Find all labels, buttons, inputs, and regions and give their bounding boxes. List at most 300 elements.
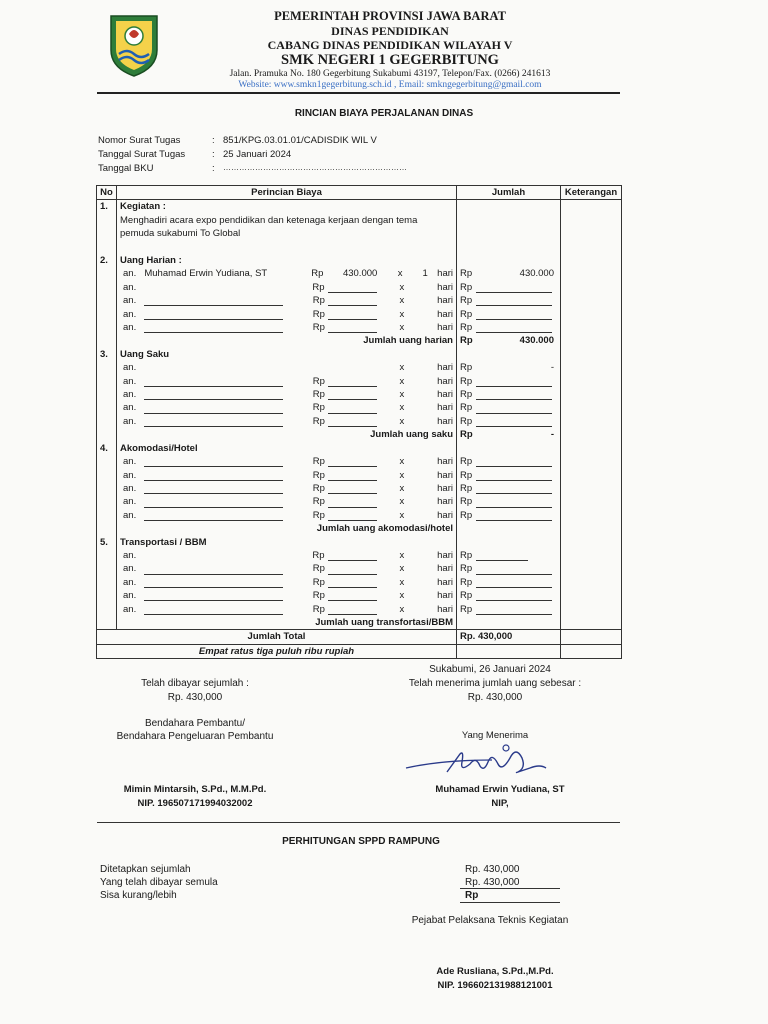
amount-cell — [460, 589, 557, 602]
rp-label: Rp — [312, 482, 325, 494]
times-label: x — [399, 402, 405, 414]
table-row — [97, 267, 622, 280]
signature-icon — [402, 738, 552, 784]
hari-label: hari — [437, 509, 453, 521]
times-label: x — [399, 295, 405, 307]
an-label: an. — [123, 549, 137, 561]
blank-line — [476, 497, 552, 508]
amount-cell — [460, 308, 557, 321]
table-row — [97, 589, 622, 602]
blank-line — [144, 590, 282, 601]
table-row — [97, 321, 622, 334]
blank-line — [328, 282, 377, 293]
subtotal-label: Jumlah uang transfortasi/BBM — [117, 616, 457, 630]
rp-label: Rp — [312, 308, 325, 320]
an-label: an. — [123, 281, 137, 293]
sum-line — [460, 888, 560, 889]
terbilang-row — [97, 644, 622, 658]
amount-cell — [460, 415, 557, 428]
sppd-row-value: Rp. 430,000 — [465, 877, 520, 888]
blank-line — [144, 376, 282, 387]
rp-label: Rp — [312, 281, 325, 293]
amount-cell — [460, 388, 557, 401]
info-value-bku: …………………………………………………………… — [223, 163, 407, 172]
table-row — [97, 415, 622, 428]
subtotal-row — [97, 522, 622, 535]
hari-label: hari — [437, 469, 453, 481]
rp-label: Rp — [460, 509, 473, 521]
blank-line — [476, 564, 552, 575]
blank-line — [328, 403, 377, 414]
line-item — [120, 375, 453, 388]
rp-label: Rp — [312, 322, 325, 334]
right-signer-name: Muhamad Erwin Yudiana, ST — [435, 784, 565, 795]
table-row — [97, 495, 622, 508]
subtotal-label: Jumlah uang akomodasi/hotel — [117, 522, 457, 535]
line-item — [120, 308, 453, 321]
amount-cell — [460, 281, 557, 294]
kegiatan-description: Menghadiri acara expo pendidikan dan ketenaga kerjaan dengan tema — [117, 214, 457, 227]
section-title: Uang Saku — [117, 348, 457, 361]
table-row — [97, 455, 622, 468]
days-value: 1 — [422, 268, 428, 280]
blank-line — [476, 309, 552, 320]
rp-label: Rp — [312, 375, 325, 387]
line-item — [120, 401, 453, 414]
section-title: Akomodasi/Hotel — [117, 442, 457, 455]
table-row — [97, 348, 622, 361]
line-item — [120, 549, 453, 562]
table-row — [97, 375, 622, 388]
subtotal-value: 430.000 — [519, 335, 554, 347]
hari-label: hari — [437, 281, 453, 293]
kop-line-3: CABANG DINAS PENDIDIKAN WILAYAH V — [267, 38, 513, 52]
table-row — [97, 469, 622, 482]
times-label: x — [399, 375, 405, 387]
blank-line — [144, 564, 282, 575]
rp-label: Rp — [460, 590, 473, 602]
line-item — [120, 294, 453, 307]
line-item — [120, 482, 453, 495]
amount-cell — [460, 576, 557, 589]
table-row — [97, 200, 622, 214]
grand-total-value: Rp. 430,000 — [457, 630, 561, 644]
hari-label: hari — [437, 563, 453, 575]
blank-line — [476, 577, 552, 588]
table-header-row — [97, 186, 622, 200]
section-number: 1. — [97, 200, 117, 214]
table-row — [97, 254, 622, 267]
line-item — [120, 562, 453, 575]
info-value-nomor: 851/KPG.03.01.01/CADISDIK WIL V — [223, 135, 377, 146]
times-label: x — [399, 590, 405, 602]
rp-label: Rp — [312, 389, 325, 401]
amount-cell — [460, 562, 557, 575]
hari-label: hari — [437, 549, 453, 561]
an-label: an. — [123, 456, 137, 468]
blank-line — [476, 376, 552, 387]
rp-label: Rp — [312, 590, 325, 602]
table-row — [97, 308, 622, 321]
blank-line — [476, 470, 552, 481]
header-perincian: Perincian Biaya — [117, 186, 457, 200]
info-label-bku: Tanggal BKU — [98, 163, 154, 174]
info-value-tanggal: 25 Januari 2024 — [223, 149, 292, 160]
hari-label: hari — [437, 415, 453, 427]
an-label: an. — [123, 308, 137, 320]
amount-cell — [460, 469, 557, 482]
an-label: an. — [123, 576, 137, 588]
official-nip: NIP. 196602131988121001 — [437, 980, 553, 991]
rp-label: Rp — [460, 576, 473, 588]
times-label: x — [399, 389, 405, 401]
kop-line-2: DINAS PENDIDIKAN — [331, 24, 449, 38]
left-role-1: Bendahara Pembantu/ — [144, 718, 246, 729]
header-jumlah: Jumlah — [457, 186, 561, 200]
table-row — [97, 361, 622, 374]
amount-in-words: Empat ratus tiga puluh ribu rupiah — [97, 644, 457, 658]
section-number: 3. — [97, 348, 117, 361]
line-item — [120, 415, 453, 428]
an-label: an. — [123, 375, 137, 387]
rp-label: Rp — [460, 603, 473, 615]
blank-line — [476, 416, 552, 427]
blank-line — [328, 389, 377, 400]
grand-total-row — [97, 630, 622, 644]
rp-label: Rp — [312, 509, 325, 521]
sppd-row-value: Rp. 430,000 — [465, 864, 520, 875]
blank-line — [144, 309, 282, 320]
table-row — [97, 241, 622, 254]
an-label: an. — [123, 496, 137, 508]
times-label: x — [399, 281, 405, 293]
an-label: an. — [123, 469, 137, 481]
blank-line — [476, 403, 552, 414]
subtotal-value: - — [550, 429, 554, 441]
rp-label: Rp — [460, 281, 473, 293]
hari-label: hari — [437, 389, 453, 401]
line-item — [120, 589, 453, 602]
blank-line — [328, 322, 377, 333]
hari-label: hari — [437, 295, 453, 307]
traveler-name: Muhamad Erwin Yudiana, ST — [144, 268, 268, 280]
amount-cell — [460, 428, 557, 441]
blank-line — [476, 604, 552, 615]
amount-cell — [460, 267, 557, 280]
official-role: Pejabat Pelaksana Teknis Kegiatan — [411, 915, 569, 926]
table-row — [97, 401, 622, 414]
amount-cell — [460, 294, 557, 307]
left-role-2: Bendahara Pengeluaran Pembantu — [116, 731, 274, 742]
hari-label: hari — [437, 322, 453, 334]
amount-value: 430.000 — [519, 268, 554, 280]
table-row — [97, 509, 622, 522]
an-label: an. — [123, 482, 137, 494]
rp-label: Rp — [460, 563, 473, 575]
blank-line — [144, 577, 282, 588]
amount-cell — [460, 549, 557, 562]
subtotal-row — [97, 334, 622, 347]
line-item — [120, 495, 453, 508]
line-item — [120, 576, 453, 589]
table-row — [97, 388, 622, 401]
section-title: Kegiatan : — [117, 200, 457, 214]
rp-label: Rp — [312, 563, 325, 575]
amount-cell — [460, 321, 557, 334]
kop-divider — [97, 92, 620, 94]
subtotal-row — [97, 616, 622, 630]
cost-table — [96, 185, 622, 659]
an-label: an. — [123, 362, 137, 374]
amount-cell — [460, 361, 557, 374]
sum-line — [460, 902, 560, 903]
info-label-tanggal: Tanggal Surat Tugas — [98, 149, 186, 160]
place-date: Sukabumi, 26 Januari 2024 — [429, 664, 551, 675]
blank-line — [328, 416, 377, 427]
an-label: an. — [123, 509, 137, 521]
amount-cell — [460, 603, 557, 616]
blank-line — [328, 295, 377, 306]
times-label: x — [399, 603, 405, 615]
subtotal-row — [97, 428, 622, 441]
right-signer-nip: NIP, — [491, 798, 509, 809]
blank-line — [476, 590, 552, 601]
times-label: x — [399, 563, 405, 575]
blank-line — [476, 322, 552, 333]
line-item — [120, 388, 453, 401]
rp-label: Rp — [312, 469, 325, 481]
rp-label: Rp — [460, 429, 473, 441]
times-label: x — [399, 509, 405, 521]
an-label: an. — [123, 322, 137, 334]
grand-total-label: Jumlah Total — [97, 630, 457, 644]
right-received-amount: Rp. 430,000 — [467, 692, 523, 703]
times-label: x — [399, 362, 405, 374]
rp-label: Rp — [460, 469, 473, 481]
kop-address: Jalan. Pramuka No. 180 Gegerbitung Sukabumi 43197, Telepon/Fax. (0266) 241613 — [229, 69, 551, 79]
blank-line — [328, 590, 377, 601]
an-label: an. — [123, 295, 137, 307]
hari-label: hari — [437, 590, 453, 602]
times-label: x — [399, 322, 405, 334]
sppd-row-label: Sisa kurang/lebih — [100, 890, 177, 901]
rp-label: Rp — [460, 389, 473, 401]
an-label: an. — [123, 603, 137, 615]
blank-line — [328, 577, 377, 588]
sppd-row-label: Yang telah dibayar semula — [100, 877, 218, 888]
info-colon: : — [212, 149, 215, 160]
amount-value: - — [550, 362, 554, 374]
kop-line-1: PEMERINTAH PROVINSI JAWA BARAT — [274, 9, 506, 23]
an-label: an. — [123, 590, 137, 602]
left-paid-label: Telah dibayar sejumlah : — [141, 678, 249, 689]
hari-label: hari — [437, 268, 453, 280]
blank-line — [328, 564, 377, 575]
subtotal-label: Jumlah uang harian — [117, 334, 457, 347]
blank-line — [328, 483, 377, 494]
sppd-row-value: Rp — [465, 890, 479, 901]
blank-line — [144, 295, 282, 306]
rp-label: Rp — [312, 576, 325, 588]
line-item — [120, 361, 453, 374]
table-row — [97, 214, 622, 227]
an-label: an. — [123, 268, 137, 280]
table-row — [97, 442, 622, 455]
hari-label: hari — [437, 362, 453, 374]
line-item — [120, 455, 453, 468]
right-received-label: Telah menerima jumlah uang sebesar : — [408, 678, 582, 689]
section-number: 5. — [97, 536, 117, 549]
rp-label: Rp — [312, 415, 325, 427]
rp-label: Rp — [312, 456, 325, 468]
blank-line — [328, 510, 377, 521]
blank-line — [328, 604, 377, 615]
blank-line — [144, 456, 282, 467]
section-divider — [97, 822, 620, 823]
blank-line — [328, 456, 377, 467]
times-label: x — [399, 469, 405, 481]
an-label: an. — [123, 402, 137, 414]
jawa-barat-emblem-icon — [105, 12, 163, 78]
blank-line — [476, 483, 552, 494]
rp-label: Rp — [460, 415, 473, 427]
hari-label: hari — [437, 496, 453, 508]
rp-label: Rp — [312, 496, 325, 508]
sppd-title: PERHITUNGAN SPPD RAMPUNG — [282, 836, 440, 847]
rp-label: Rp — [460, 482, 473, 494]
amount-cell — [460, 455, 557, 468]
hari-label: hari — [437, 456, 453, 468]
times-label: x — [399, 482, 405, 494]
info-label-nomor: Nomor Surat Tugas — [98, 135, 181, 146]
blank-line — [144, 322, 282, 333]
kop-school-name: SMK NEGERI 1 GEGERBITUNG — [281, 52, 499, 68]
amount-cell — [460, 509, 557, 522]
times-label: x — [399, 496, 405, 508]
line-item — [120, 281, 453, 294]
amount-cell — [460, 334, 557, 347]
times-label: x — [399, 415, 405, 427]
left-signer-nip: NIP. 196507171994032002 — [137, 798, 253, 809]
table-row — [97, 227, 622, 240]
blank-line — [476, 295, 552, 306]
line-item — [120, 469, 453, 482]
kop-website[interactable]: Website: www.smkn1gegerbitung.sch.id , Email: smkngegerbitung@gmail.com — [238, 80, 542, 90]
blank-line — [476, 550, 528, 561]
amount-cell — [460, 495, 557, 508]
section-title: Uang Harian : — [117, 254, 457, 267]
rp-label: Rp — [460, 402, 473, 414]
an-label: an. — [123, 415, 137, 427]
blank-line — [476, 389, 552, 400]
times-label: x — [399, 456, 405, 468]
rate-value: 430.000 — [342, 268, 378, 280]
hari-label: hari — [437, 402, 453, 414]
blank-line — [328, 376, 377, 387]
times-label: x — [399, 549, 405, 561]
kegiatan-description: pemuda sukabumi To Global — [117, 227, 457, 240]
blank-line — [476, 456, 552, 467]
times-label: x — [397, 268, 403, 280]
blank-line — [328, 470, 377, 481]
rp-label: Rp — [312, 295, 325, 307]
rp-label: Rp — [460, 322, 473, 334]
blank-line — [144, 497, 282, 508]
amount-cell — [460, 482, 557, 495]
section-title: Transportasi / BBM — [117, 536, 457, 549]
hari-label: hari — [437, 482, 453, 494]
blank-line — [144, 483, 282, 494]
info-colon: : — [212, 135, 215, 146]
sppd-row-label: Ditetapkan sejumlah — [100, 864, 191, 875]
table-row — [97, 294, 622, 307]
hari-label: hari — [437, 576, 453, 588]
info-colon: : — [212, 163, 215, 174]
table-row — [97, 603, 622, 616]
official-name: Ade Rusliana, S.Pd.,M.Pd. — [436, 966, 554, 977]
hari-label: hari — [437, 603, 453, 615]
table-row — [97, 482, 622, 495]
an-label: an. — [123, 563, 137, 575]
blank-line — [144, 389, 282, 400]
table-row — [97, 562, 622, 575]
rp-label: Rp — [460, 456, 473, 468]
section-number: 2. — [97, 254, 117, 267]
right-role: Yang Menerima — [461, 730, 529, 741]
subtotal-label: Jumlah uang saku — [117, 428, 457, 441]
rp-label: Rp — [460, 362, 473, 374]
line-item — [120, 321, 453, 334]
blank-line — [476, 510, 552, 521]
table-row — [97, 281, 622, 294]
table-row — [97, 536, 622, 549]
blank-line — [328, 309, 377, 320]
header-keterangan: Keterangan — [561, 186, 622, 200]
document-title: RINCIAN BIAYA PERJALANAN DINAS — [294, 108, 474, 119]
table-row — [97, 549, 622, 562]
line-item — [120, 603, 453, 616]
rp-label: Rp — [312, 549, 325, 561]
rp-label: Rp — [460, 268, 473, 280]
blank-line — [144, 510, 282, 521]
times-label: x — [399, 576, 405, 588]
rp-label: Rp — [311, 268, 324, 280]
blank-line — [144, 416, 282, 427]
hari-label: hari — [437, 308, 453, 320]
times-label: x — [399, 308, 405, 320]
section-number: 4. — [97, 442, 117, 455]
line-item — [120, 509, 453, 522]
blank-line — [144, 604, 282, 615]
amount-cell — [460, 401, 557, 414]
hari-label: hari — [437, 375, 453, 387]
rp-label: Rp — [460, 496, 473, 508]
rp-label: Rp — [460, 295, 473, 307]
rp-label: Rp — [460, 308, 473, 320]
amount-cell — [460, 375, 557, 388]
rp-label: Rp — [312, 402, 325, 414]
left-paid-amount: Rp. 430,000 — [167, 692, 223, 703]
line-item — [120, 267, 453, 280]
an-label: an. — [123, 389, 137, 401]
blank-line — [144, 470, 282, 481]
table-row — [97, 576, 622, 589]
blank-line — [476, 282, 552, 293]
blank-line — [328, 497, 377, 508]
blank-line — [328, 550, 377, 561]
rp-label: Rp — [312, 603, 325, 615]
rp-label: Rp — [460, 335, 473, 347]
